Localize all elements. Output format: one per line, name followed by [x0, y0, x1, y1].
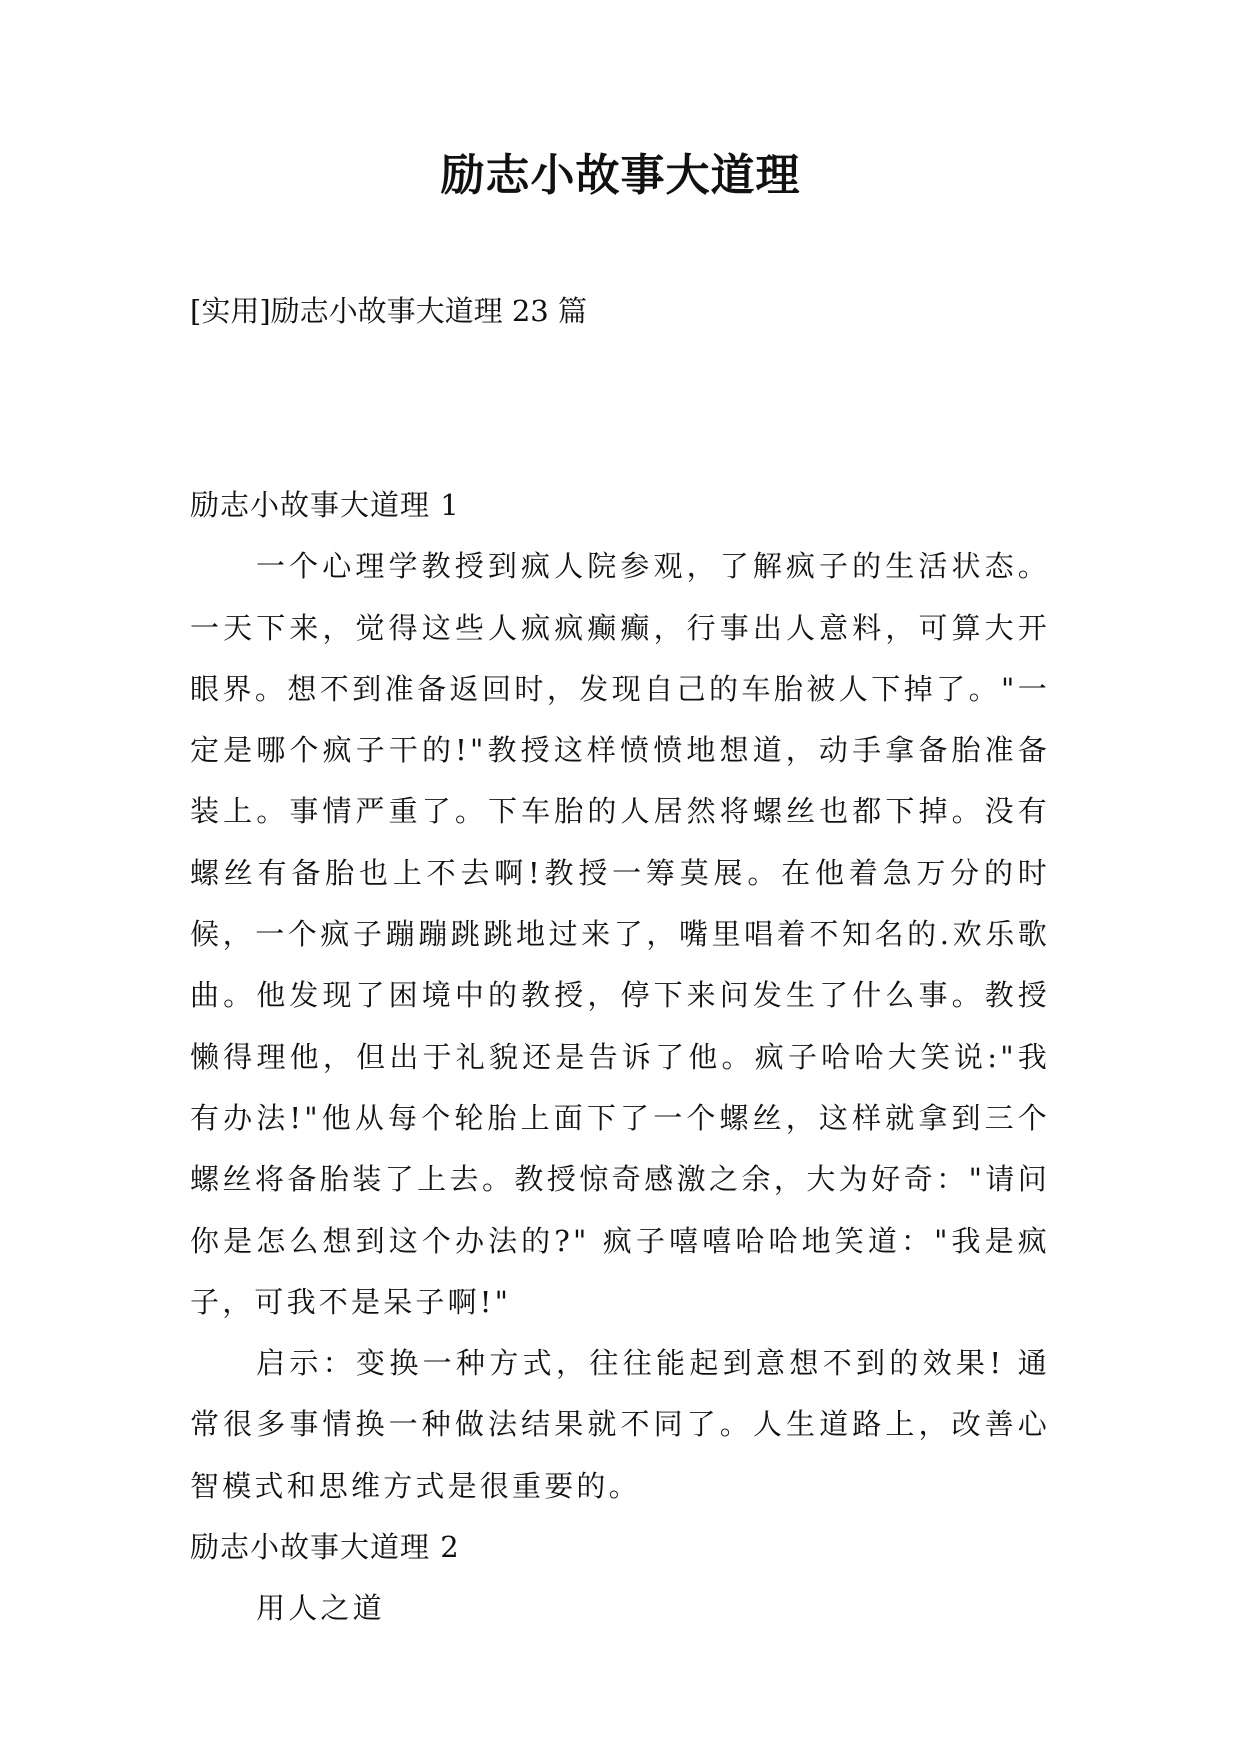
document-subtitle: [实用]励志小故事大道理 23 篇	[190, 294, 587, 328]
story-section-2	[190, 1517, 1050, 1640]
document-title: 励志小故事大道理	[440, 150, 801, 201]
section-heading: 励志小故事大道理 1	[190, 488, 460, 522]
insight-paragraph: 启示：变换一种方式，往往能起到意想不到的效果! 通常很多事情换一种做法结果就不同了。人生道路上，改善心智模式和思维方式是很重要的。	[190, 1346, 1050, 1503]
document-body	[190, 475, 1050, 1640]
section-heading: 励志小故事大道理 2	[190, 1530, 460, 1565]
story-section-1	[190, 475, 1050, 1517]
story-paragraph: 一个心理学教授到疯人院参观，了解疯子的生活状态。一天下来，觉得这些人疯疯癫癫，行事出人意料，可算大开眼界。想不到准备返回时，发现自己的车胎被人下掉了。"一定是哪个疯子干的!"教授这样愤愤地想道，动手拿备胎准备装上。事情严重了。下车胎的人居然将螺丝也都下掉。没有螺丝有备胎也上不去啊!教授一筹莫展。在他着急万分的时候，一个疯子蹦蹦跳跳地过来了，嘴里唱着不知名的.欢乐歌曲。他发现了困境中的教授，停下来问发生了什么事。教授懒得理他，但出于礼貌还是告诉了他。疯子哈哈大笑说:"我有办法!"他从每个轮胎上面下了一个螺丝，这样就拿到三个螺丝将备胎装了上去。教授惊奇感激之余，大为好奇："请问你是怎么想到这个办法的?" 疯子嘻嘻哈哈地笑道："我是疯子，可我不是呆子啊!"	[190, 549, 1050, 1319]
story-paragraph: 用人之道	[256, 1591, 385, 1626]
